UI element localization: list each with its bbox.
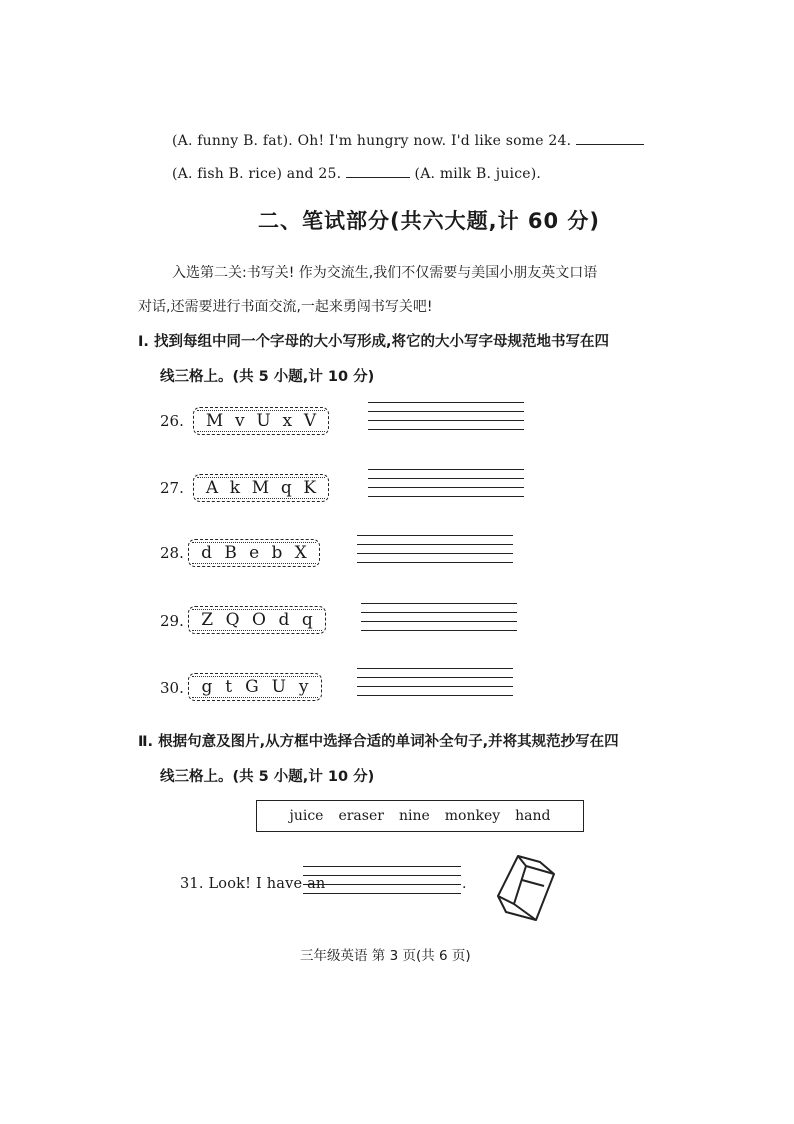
word-bank-box [256,800,584,832]
letter: O [252,610,266,630]
writing-lines-27[interactable] [368,469,524,497]
word-bank-word: eraser [338,808,384,824]
answer-blank-25[interactable] [346,163,410,178]
letter: B [224,543,237,563]
letter: q [301,610,313,630]
letter-box-26 [193,407,329,435]
part1-heading-line-1: Ⅰ. 找到每组中同一个字母的大小写形成,将它的大小写字母规范地书写在四 [138,334,609,350]
letter: g [201,677,213,697]
question-number-27: 27. [160,479,184,497]
letter: K [303,478,317,498]
letter-box-27 [193,474,329,502]
writing-lines-26[interactable] [368,402,524,430]
letter: Q [225,610,240,630]
letter: X [294,543,307,563]
letter: t [225,677,233,697]
section-title: 二、笔试部分(共六大题,计 60 分) [258,209,601,233]
letter: y [298,677,309,697]
letter: G [245,677,259,697]
letter: U [256,411,271,431]
letter-box-28 [188,539,320,567]
word-bank-word: hand [515,808,551,824]
letter: Z [201,610,214,630]
eraser-icon [496,852,560,924]
writing-lines-28[interactable] [357,535,513,563]
prev-options-23: (A. funny B. fat). [172,133,293,149]
part1-heading-line-2: 线三格上。(共 5 小题,计 10 分) [160,369,375,385]
letter: d [201,543,213,563]
question-number-28: 28. [160,544,184,562]
letter: q [280,478,292,498]
letter-box-29 [188,606,326,634]
prev-line-1 [172,130,644,149]
page-footer: 三年级英语 第 3 页(共 6 页) [300,948,471,964]
letter: V [303,411,317,431]
writing-lines-31[interactable] [303,866,461,894]
letter: U [271,677,286,697]
question-number-29: 29. [160,612,184,630]
letter: e [249,543,260,563]
letter-box-30 [188,673,322,701]
question-number-26: 26. [160,412,184,430]
letter: b [271,543,283,563]
prev-options-25: (A. milk B. juice). [414,166,542,182]
prev-line-2 [172,163,541,182]
letter: k [229,478,241,498]
question-31-text: 31. Look! I have an [180,876,326,892]
answer-blank-24[interactable] [576,130,644,145]
writing-lines-30[interactable] [357,668,513,696]
letter: d [278,610,290,630]
part2-heading-line-1: Ⅱ. 根据句意及图片,从方框中选择合适的单词补全句子,并将其规范抄写在四 [138,734,619,750]
prev-options-24: (A. fish B. rice) and 25. [172,166,342,182]
question-31-period: . [462,876,467,892]
prev-text-24: Oh! I'm hungry now. I'd like some 24. [297,133,572,149]
writing-lines-29[interactable] [361,603,517,631]
part2-heading-line-2: 线三格上。(共 5 小题,计 10 分) [160,769,375,785]
question-number-30: 30. [160,679,184,697]
letter: M [205,411,224,431]
section-intro-line-2: 对话,还需要进行书面交流,一起来勇闯书写关吧! [138,299,433,315]
letter: v [235,411,245,431]
word-bank-word: monkey [444,808,501,824]
word-bank-word: nine [398,808,430,824]
letter: x [282,411,293,431]
section-intro-line-1: 入选第二关:书写关! 作为交流生,我们不仅需要与美国小朋友英文口语 [172,265,598,281]
letter: M [251,478,270,498]
letter: A [205,478,219,498]
word-bank-word: juice [289,808,324,824]
